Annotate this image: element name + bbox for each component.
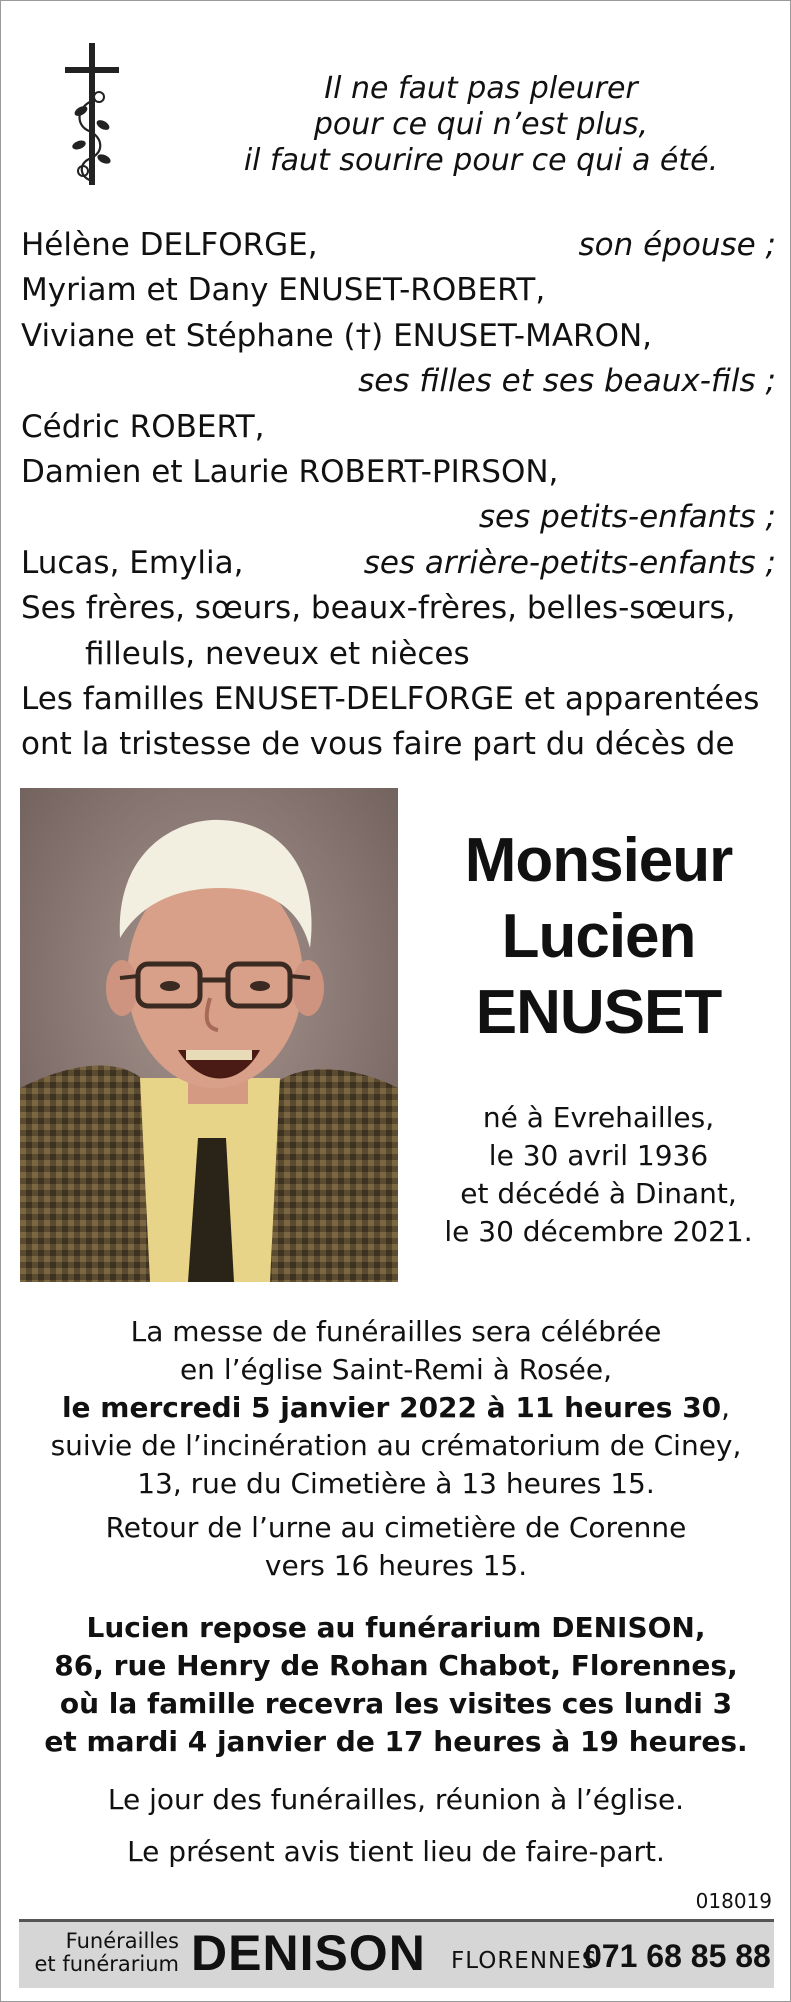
family-relation: ses arrière-petits-enfants ; — [363, 544, 776, 581]
deceased-name — [411, 823, 786, 1051]
death-place: et décédé à Dinant, — [460, 1177, 737, 1210]
deceased-first-name: Lucien — [501, 902, 696, 971]
notice-note — [21, 1833, 771, 1871]
family-row — [21, 268, 776, 313]
family-member: Hélène DELFORGE, — [21, 227, 318, 263]
family-row — [21, 223, 776, 268]
family-row — [21, 586, 776, 631]
family-member: Les familles ENUSET-DELFORGE et apparentées — [21, 680, 760, 717]
ceremony-line: suivie de l’incinération au crématorium de Ciney, — [50, 1429, 742, 1462]
gathering-note — [21, 1781, 771, 1819]
visitation-line: 86, rue Henry de Rohan Chabot, Florennes, — [54, 1649, 738, 1682]
cross-icon — [59, 41, 125, 191]
family-member: Cédric ROBERT, — [21, 408, 265, 445]
deceased-portrait — [20, 788, 398, 1282]
visitation-line: où la famille recevra les visites ces lundi 3 — [59, 1687, 733, 1720]
family-relation: ses petits-enfants ; — [478, 499, 776, 536]
birth-date: le 30 avril 1936 — [488, 1139, 709, 1172]
quote-line: Il ne faut pas pleurer — [324, 71, 638, 106]
ceremony-details — [21, 1313, 771, 1503]
family-list — [21, 223, 776, 768]
visitation-details — [21, 1609, 771, 1761]
funeral-home-phone: 071 68 85 88 — [584, 1938, 771, 1974]
family-row — [21, 359, 776, 404]
family-row — [21, 405, 776, 450]
quote-line: il faut sourire pour ce qui a été. — [243, 143, 719, 178]
family-member: Myriam et Dany ENUSET-ROBERT, — [21, 272, 546, 309]
life-dates — [411, 1099, 786, 1251]
family-member: Viviane et Stéphane (†) ENUSET-MARON, — [21, 317, 653, 354]
urn-line: Retour de l’urne au cimetière de Corenne — [105, 1511, 687, 1544]
family-relation: son épouse ; — [578, 227, 776, 263]
notice-text: Le présent avis tient lieu de faire-part. — [127, 1835, 665, 1868]
ceremony-date: le mercredi 5 janvier 2022 à 11 heures 30 — [61, 1391, 722, 1424]
birth-place: né à Evrehailles, — [482, 1101, 715, 1134]
footer-tagline-line: Funérailles — [65, 1929, 179, 1953]
family-relation: ses filles et ses beaux-fils ; — [358, 363, 776, 400]
ceremony-date-suffix: , — [721, 1391, 731, 1424]
urn-line: vers 16 heures 15. — [264, 1549, 528, 1582]
family-row — [21, 722, 776, 767]
urn-details — [21, 1509, 771, 1585]
family-member: Lucas, Emylia, — [21, 544, 244, 581]
ceremony-line: 13, rue du Cimetière à 13 heures 15. — [137, 1467, 655, 1500]
family-member: Damien et Laurie ROBERT-PIRSON, — [21, 453, 559, 490]
gathering-text: Le jour des funérailles, réunion à l’église. — [107, 1783, 685, 1816]
family-row — [21, 632, 776, 677]
ceremony-line: en l’église Saint-Remi à Rosée, — [179, 1353, 613, 1386]
family-row — [21, 450, 776, 495]
funeral-home-name: DENISON — [191, 1925, 426, 1981]
footer-tagline-line: et funérarium — [34, 1952, 179, 1976]
deceased-title: Monsieur — [464, 826, 733, 895]
funeral-home-footer — [19, 1919, 774, 1988]
death-date: le 30 décembre 2021. — [444, 1215, 753, 1248]
visitation-line: et mardi 4 janvier de 17 heures à 19 heures. — [44, 1725, 748, 1758]
family-row — [21, 541, 776, 586]
family-row — [21, 314, 776, 359]
ceremony-date-line — [21, 1389, 771, 1427]
funeral-home-city: FLORENNES — [451, 1948, 598, 1974]
family-member: Ses frères, sœurs, beaux-frères, belles-sœurs, — [21, 590, 736, 627]
quote — [231, 71, 731, 179]
footer-tagline — [29, 1930, 179, 1976]
announcement-text: ont la tristesse de vous faire part du décès de — [21, 726, 735, 763]
visitation-line: Lucien repose au funérarium DENISON, — [86, 1611, 706, 1644]
family-row — [21, 495, 776, 540]
ceremony-line: La messe de funérailles sera célébrée — [130, 1315, 662, 1348]
family-member: filleuls, neveux et nièces — [85, 635, 470, 672]
deceased-last-name: ENUSET — [475, 978, 722, 1047]
reference-number: 018019 — [695, 1889, 772, 1913]
quote-line: pour ce qui n’est plus, — [313, 107, 649, 142]
family-row — [21, 677, 776, 722]
